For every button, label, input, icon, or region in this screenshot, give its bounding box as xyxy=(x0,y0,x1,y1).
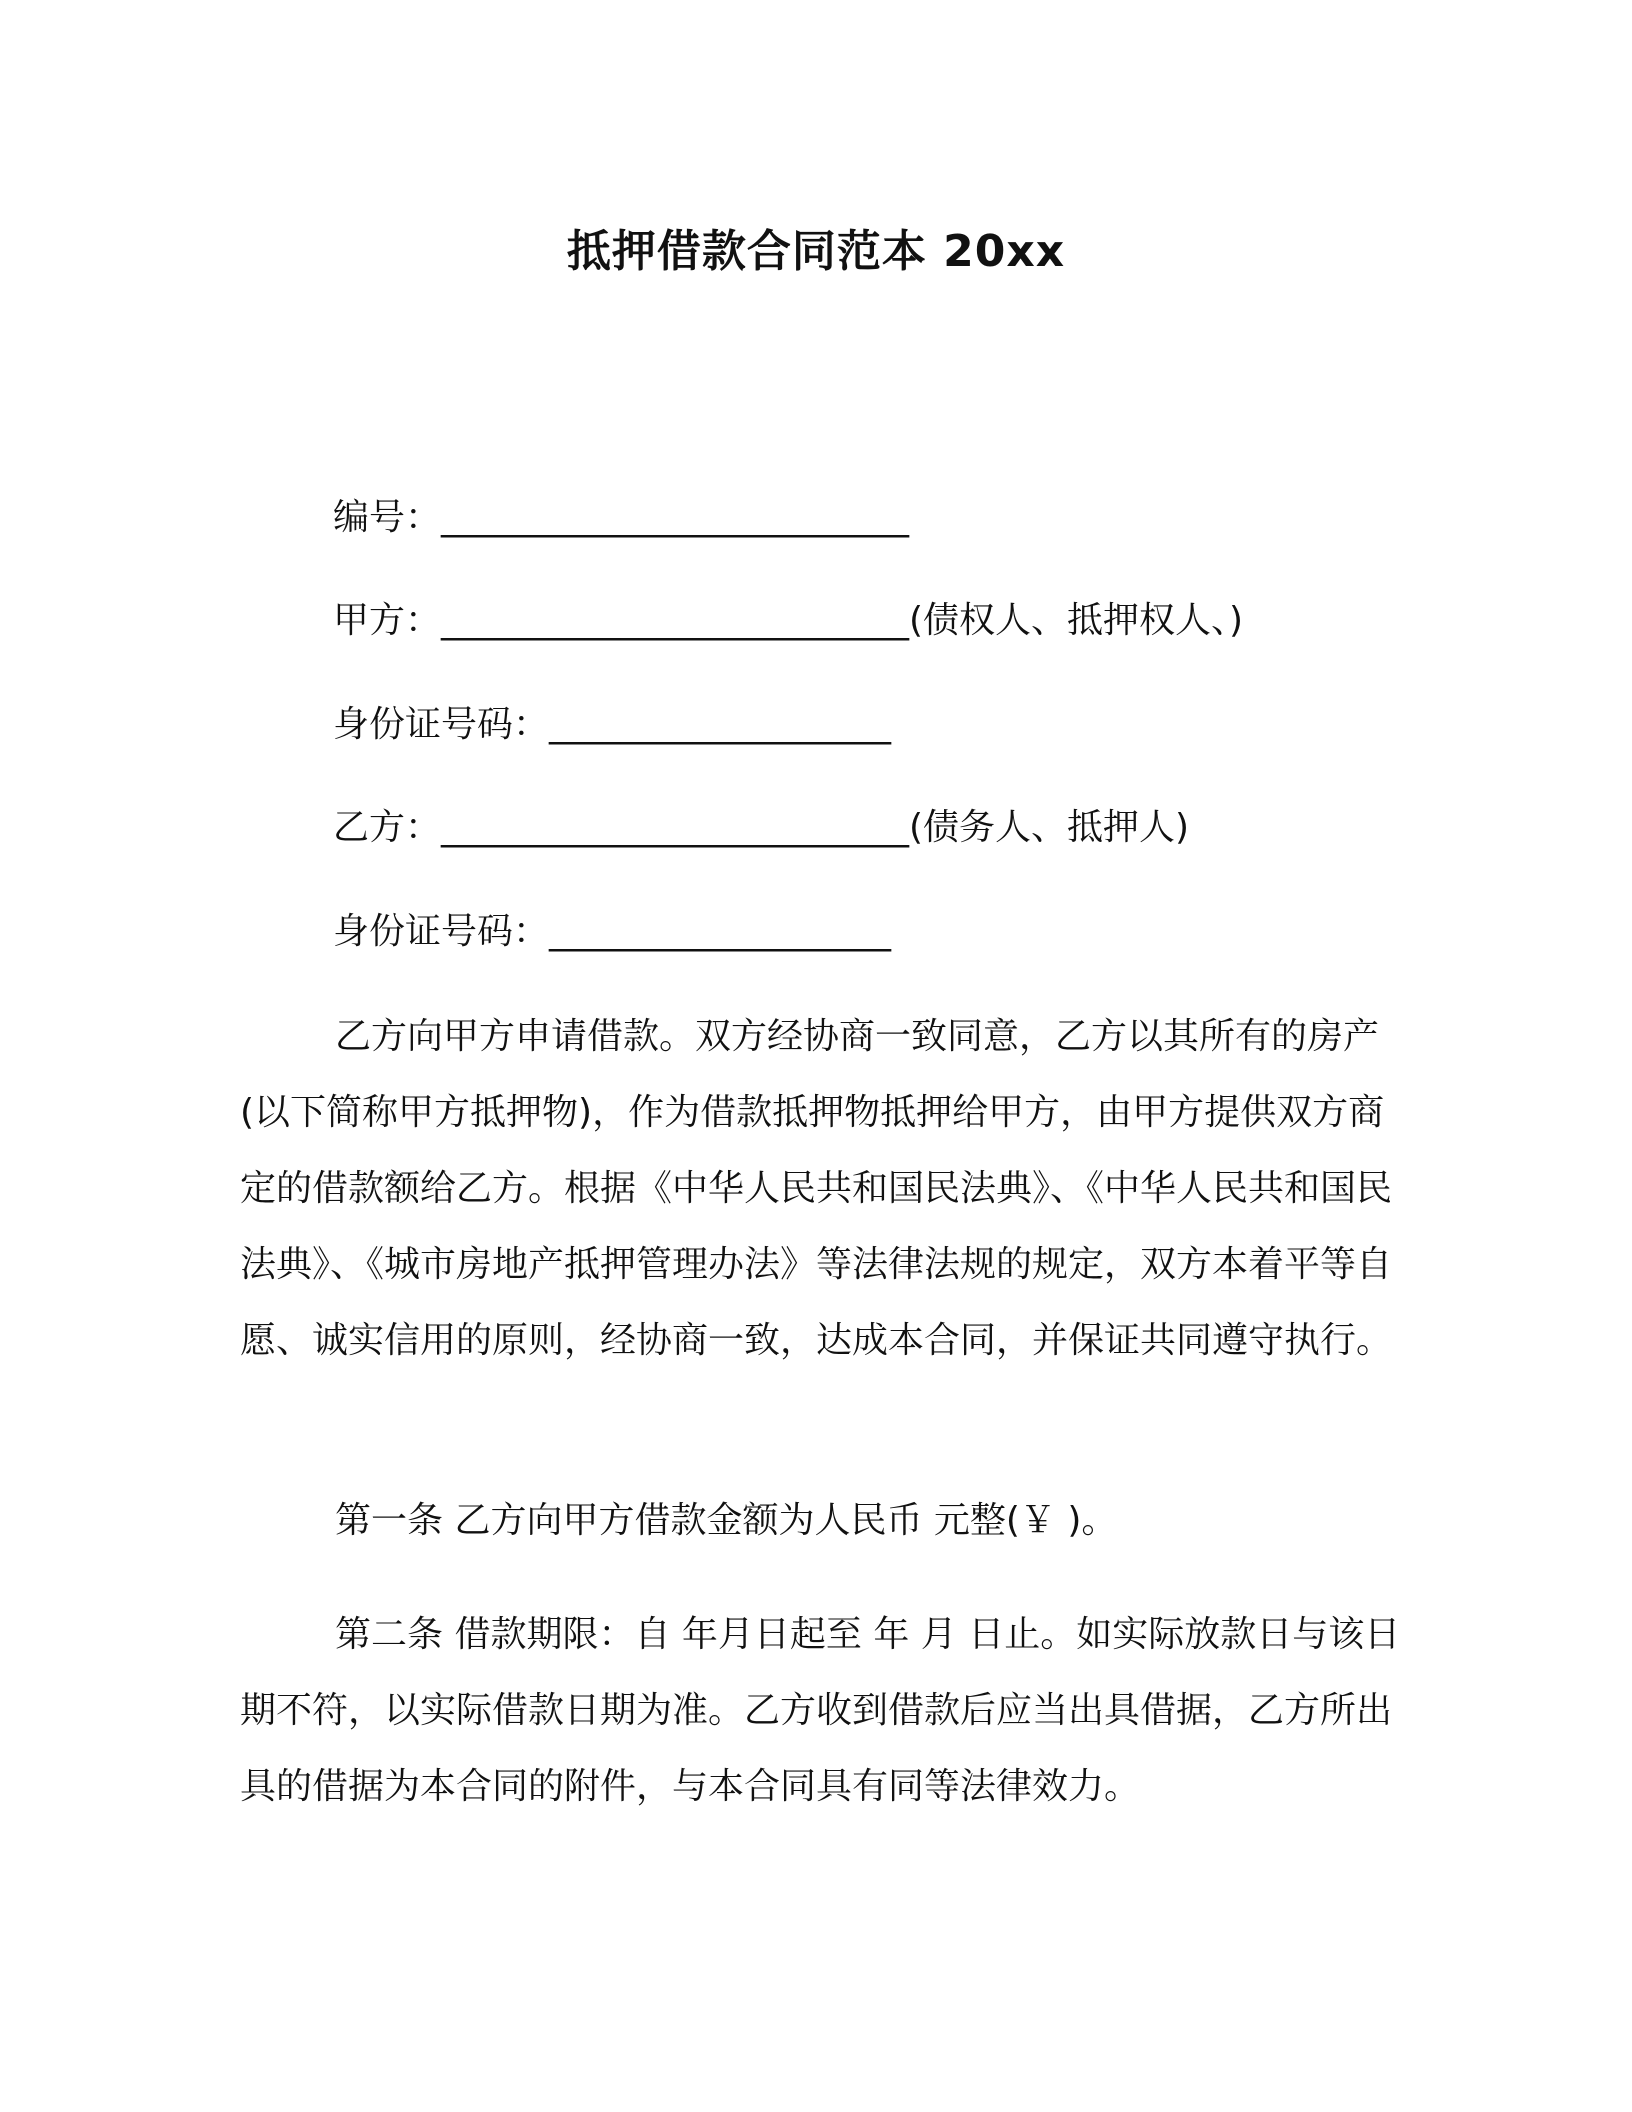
party-b-id-label: 身份证号码： xyxy=(333,911,550,952)
party-b-id-field xyxy=(333,907,891,957)
number-label: 编号： xyxy=(333,497,442,538)
party-b-label: 乙方： xyxy=(333,807,442,848)
article-1: 第一条 乙方向甲方借款金额为人民币 元整(￥ )。 xyxy=(335,1500,1118,1541)
party-b-note: (债务人、抵押人) xyxy=(909,807,1190,848)
intro-paragraph: 乙方向甲方申请借款。双方经协商一致同意，乙方以其所有的房产(以下简称甲方抵押物)，作为借款抵押物抵押给甲方，由甲方提供双方商定的借款额给乙方。根据《中华人民共和国民法典》、《中华人民共和国民法典》、《城市房地产抵押管理办法》等法律法规的规定，双方本着平等自愿、诚实信用的原则，经协商一致，达成本合同，并保证共同遵守执行。 xyxy=(240,1016,1393,1361)
document-title: 抵押借款合同范本 20xx xyxy=(566,226,1066,277)
article-2: 第二条 借款期限：自 年月日起至 年 月 日止。如实际放款日与该日期不符，以实际借款日期为准。乙方收到借款后应当出具借据，乙方所出具的借据为本合同的附件，与本合同具有同等法律效力。 xyxy=(240,1614,1401,1807)
party-b-blank: __________________________ xyxy=(441,807,910,848)
party-b-id-blank: ___________________ xyxy=(549,911,892,952)
party-a-id-label: 身份证号码： xyxy=(333,704,550,745)
party-a-blank: __________________________ xyxy=(441,600,910,641)
party-b-field xyxy=(333,803,1189,853)
party-a-field xyxy=(333,596,1243,646)
party-a-id-field xyxy=(333,700,891,750)
party-a-note: (债权人、抵押权人、) xyxy=(909,600,1244,641)
party-a-id-blank: ___________________ xyxy=(549,704,892,745)
number-blank: __________________________ xyxy=(441,497,910,538)
party-a-label: 甲方： xyxy=(333,600,442,641)
number-field xyxy=(333,493,909,543)
